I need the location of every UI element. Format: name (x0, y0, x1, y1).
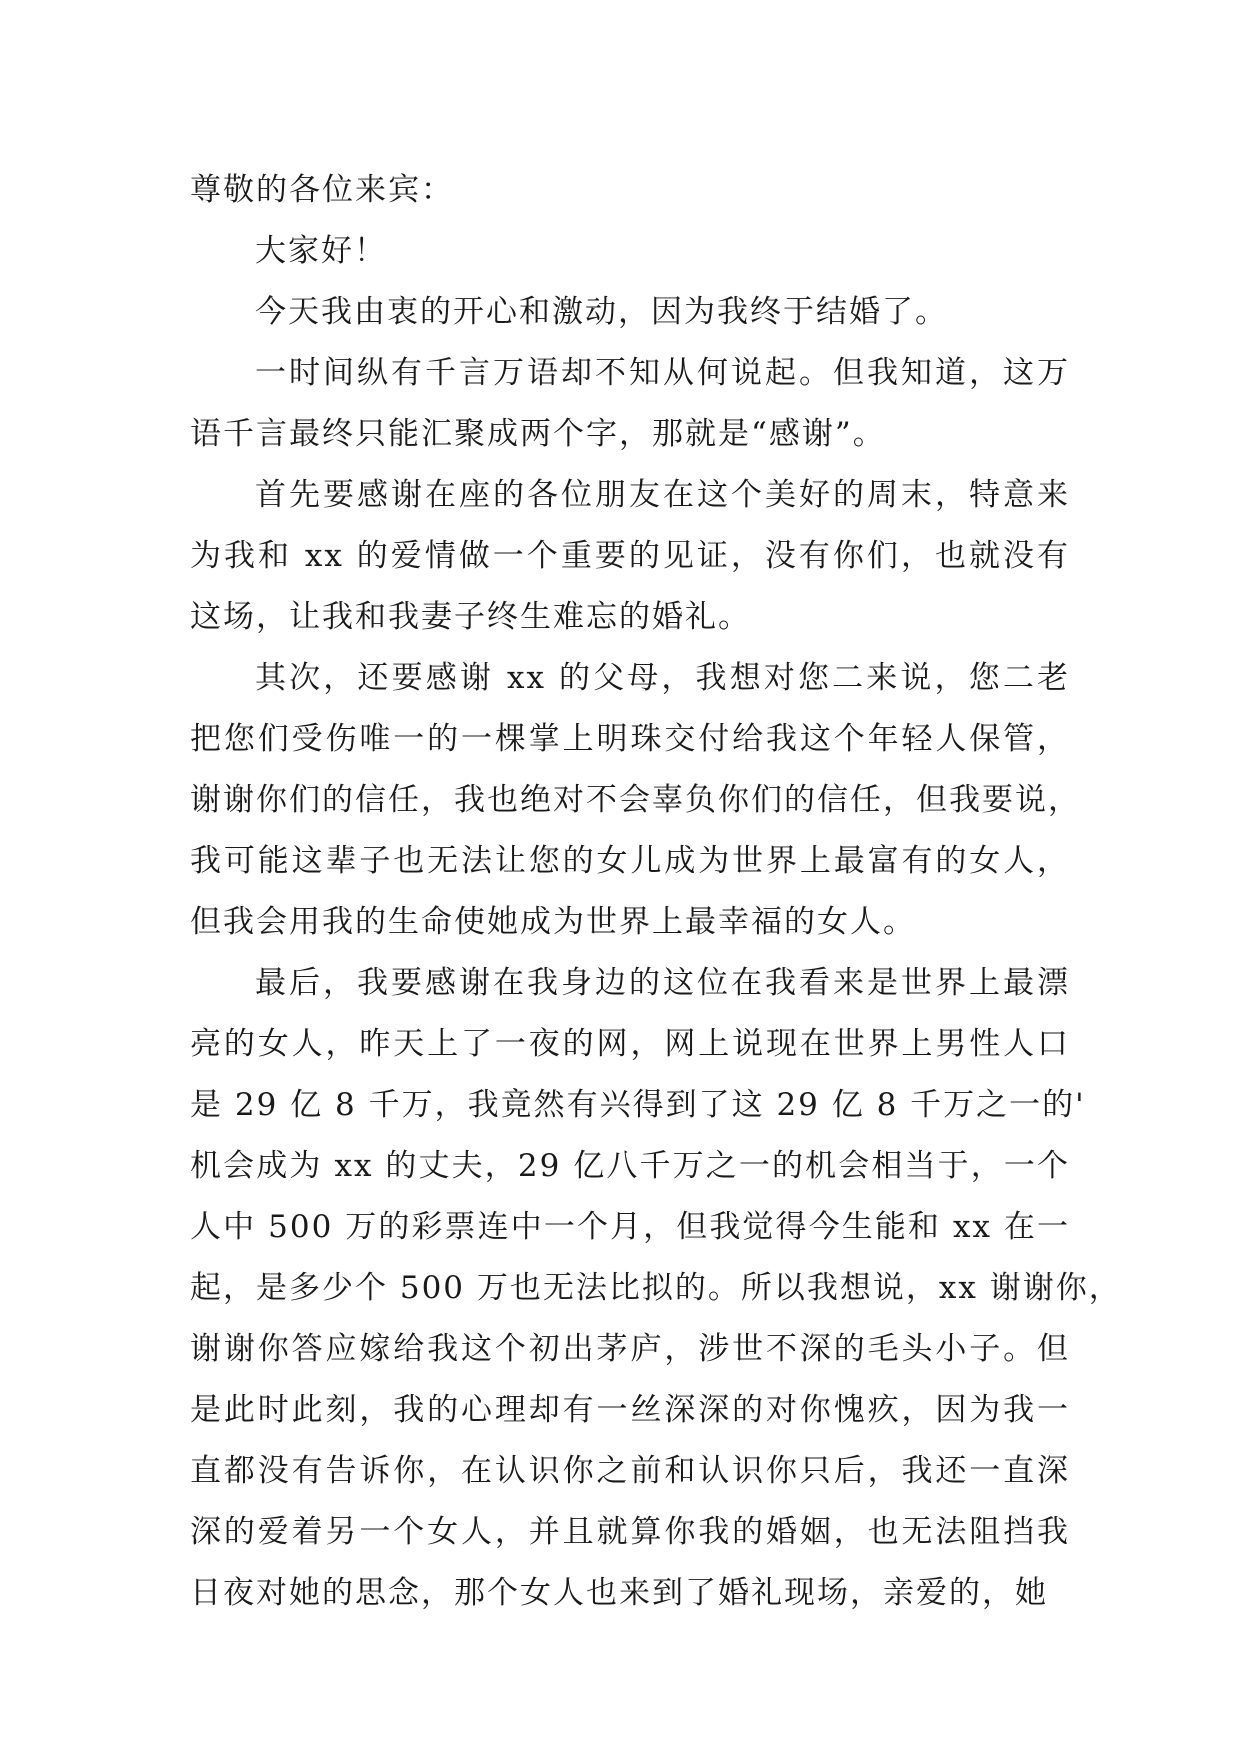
paragraph (190, 953, 1122, 1624)
paragraph-line: 为我和 xx 的爱情做一个重要的见证，没有你们，也就没有 (190, 538, 1070, 574)
paragraph-line: 起，是多少个 500 万也无法比拟的。所以我想说，xx 谢谢你， (190, 1270, 1122, 1306)
paragraph (190, 648, 1081, 953)
paragraph-line: 我可能这辈子也无法让您的女儿成为世界上最富有的女人， (190, 843, 1070, 879)
paragraph-line: 这场，让我和我妻子终生难忘的婚礼。 (190, 599, 751, 635)
paragraph-line: 语千言最终只能汇聚成两个字，那就是“感谢”。 (190, 416, 886, 452)
paragraph-line: 亮的女人，昨天上了一夜的网，网上说现在世界上男性人口 (190, 1026, 1070, 1062)
paragraph-list (190, 221, 1122, 1624)
paragraph-line: 谢谢你答应嫁给我这个初出茅庐，涉世不深的毛头小子。但 (190, 1331, 1070, 1367)
paragraph-line: 深的爱着另一个女人，并且就算你我的婚姻，也无法阻挡我 (190, 1514, 1070, 1550)
salutation (190, 160, 1070, 221)
paragraph-line: 今天我由衷的开心和激动，因为我终于结婚了。 (255, 294, 948, 330)
paragraph (190, 221, 1070, 282)
paragraph-line: 但我会用我的生命使她成为世界上最幸福的女人。 (190, 904, 916, 940)
paragraph-line: 是此时此刻，我的心理却有一丝深深的对你愧疚，因为我一 (190, 1392, 1070, 1428)
paragraph-line: 首先要感谢在座的各位朋友在这个美好的周末，特意来 (255, 477, 1070, 513)
paragraph-line: 是 29 亿 8 千万，我竟然有兴得到了这 29 亿 8 千万之一的' (190, 1087, 1086, 1123)
paragraph (190, 343, 1070, 465)
paragraph (190, 282, 1070, 343)
paragraph-line: 日夜对她的思念，那个女人也来到了婚礼现场，亲爱的，她 (190, 1575, 1048, 1611)
paragraph-line: 直都没有告诉你，在认识你之前和认识你只后，我还一直深 (190, 1453, 1070, 1489)
paragraph-line: 一时间纵有千言万语却不知从何说起。但我知道，这万 (255, 355, 1070, 391)
paragraph-line: 谢谢你们的信任，我也绝对不会辜负你们的信任，但我要说， (190, 782, 1081, 818)
paragraph (190, 465, 1070, 648)
salutation-line: 尊敬的各位来宾： (190, 172, 454, 208)
speech-text (190, 160, 1122, 1624)
paragraph-line: 大家好！ (255, 233, 387, 269)
paragraph-line: 人中 500 万的彩票连中一个月，但我觉得今生能和 xx 在一 (190, 1209, 1070, 1245)
paragraph-line: 把您们受伤唯一的一棵掌上明珠交付给我这个年轻人保管， (190, 721, 1070, 757)
paragraph-line: 其次，还要感谢 xx 的父母，我想对您二来说，您二老 (255, 660, 1070, 696)
paragraph-line: 最后，我要感谢在我身边的这位在我看来是世界上最漂 (255, 965, 1070, 1001)
paragraph-line: 机会成为 xx 的丈夫，29 亿八千万之一的机会相当于，一个 (190, 1148, 1070, 1184)
